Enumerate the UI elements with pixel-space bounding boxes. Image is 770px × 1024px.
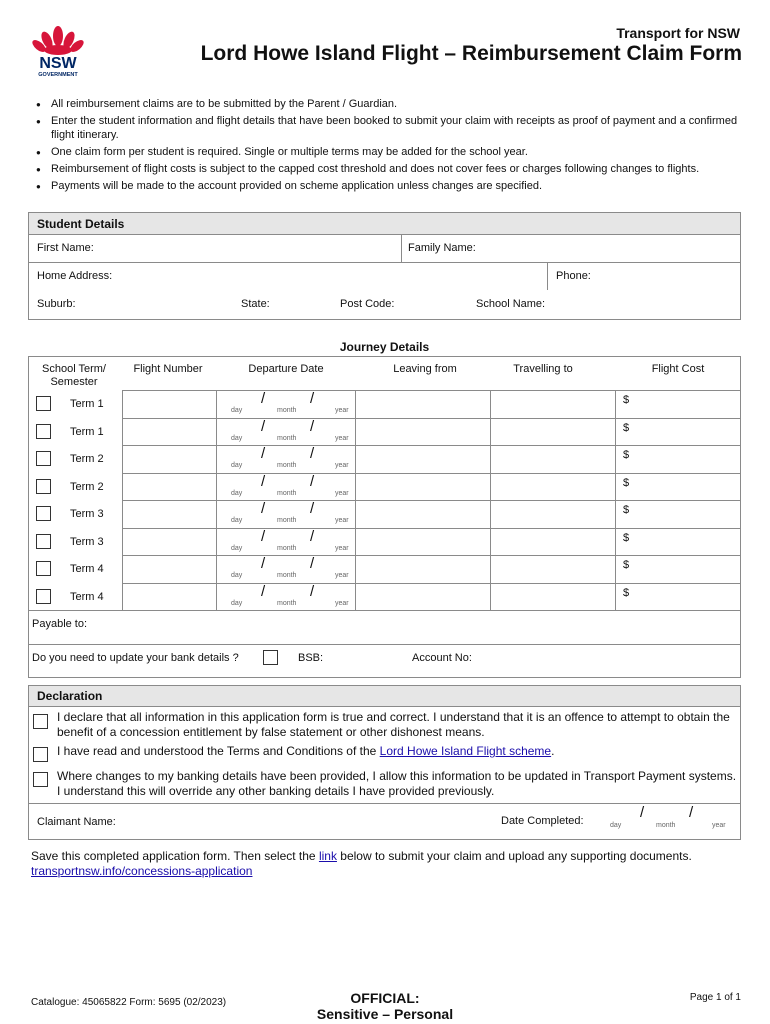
term-label: Term 2 bbox=[70, 480, 104, 493]
leaving-from-input[interactable] bbox=[356, 391, 489, 417]
departure-date-input[interactable]: day / month / year bbox=[231, 527, 349, 552]
security-classification: OFFICIAL: Sensitive – Personal bbox=[316, 990, 454, 1022]
declaration-checkbox-1[interactable] bbox=[33, 714, 48, 729]
submit-link[interactable]: link bbox=[318, 849, 337, 863]
journey-row bbox=[28, 500, 741, 528]
travelling-to-input[interactable] bbox=[491, 391, 614, 417]
instructions-list bbox=[36, 98, 744, 197]
submit-instructions: Save this completed application form. Then select the link below to submit your claim and upload any supporting documents. transportnsw.info/concessions-application bbox=[31, 849, 692, 878]
term-checkbox[interactable] bbox=[36, 506, 51, 521]
travelling-to-input[interactable] bbox=[491, 474, 614, 500]
declaration-item-3: Where changes to my banking details have been provided, I allow this information to be updated in Transport Payment systems. I understand this will override any other banking details I have provided previously. bbox=[57, 769, 737, 798]
family-name-field[interactable]: Family Name: bbox=[408, 242, 476, 254]
travelling-to-input[interactable] bbox=[491, 446, 614, 472]
flight-cost-input[interactable]: $ bbox=[623, 531, 630, 544]
travelling-to-input[interactable] bbox=[491, 501, 614, 527]
date-completed-label: Date Completed: bbox=[501, 815, 584, 827]
agency-name: Transport for NSW bbox=[616, 25, 740, 41]
departure-date-input[interactable]: day / month / year bbox=[231, 555, 349, 579]
concessions-application-link[interactable]: transportnsw.info/concessions-application bbox=[31, 864, 253, 878]
term-label: Term 2 bbox=[70, 453, 104, 465]
col-travelling-to: Travelling to bbox=[513, 363, 573, 375]
term-checkbox[interactable] bbox=[36, 589, 51, 604]
departure-date-input[interactable]: day / month / year bbox=[231, 500, 349, 524]
term-label: Term 1 bbox=[70, 425, 104, 438]
col-flight-cost: Flight Cost bbox=[651, 363, 705, 375]
col-departure-date: Departure Date bbox=[248, 363, 324, 375]
journey-row bbox=[28, 555, 741, 583]
flight-cost-input[interactable]: $ bbox=[623, 394, 630, 406]
page-number: Page 1 of 1 bbox=[689, 992, 741, 1003]
student-details-heading: Student Details bbox=[28, 212, 741, 235]
term-label: Term 4 bbox=[70, 563, 104, 575]
term-label: Term 3 bbox=[70, 508, 104, 520]
phone-field[interactable]: Phone: bbox=[556, 270, 591, 282]
flight-number-input[interactable] bbox=[123, 474, 215, 500]
payable-to-field[interactable]: Payable to: bbox=[32, 618, 88, 630]
leaving-from-input[interactable] bbox=[356, 529, 489, 555]
flight-number-input[interactable] bbox=[123, 419, 215, 445]
term-label: Term 3 bbox=[70, 535, 104, 548]
journey-row bbox=[28, 418, 741, 446]
logo-text: NSW bbox=[39, 55, 77, 72]
term-checkbox[interactable] bbox=[36, 451, 51, 466]
journey-row bbox=[28, 473, 741, 501]
departure-date-input[interactable]: day / month / year bbox=[231, 472, 349, 497]
flight-number-input[interactable] bbox=[123, 446, 215, 472]
logo-subtext: GOVERNMENT bbox=[38, 72, 78, 78]
flight-cost-input[interactable]: $ bbox=[623, 421, 630, 434]
travelling-to-input[interactable] bbox=[491, 556, 614, 582]
journey-details-heading: Journey Details bbox=[339, 340, 430, 354]
claimant-name-field[interactable]: Claimant Name: bbox=[37, 816, 116, 828]
instruction-item: ● Payments will be made to the account provided on scheme application unless changes are specified. bbox=[36, 180, 744, 194]
flight-number-input[interactable] bbox=[123, 529, 215, 555]
flight-number-input[interactable] bbox=[123, 584, 215, 610]
flight-cost-input[interactable]: $ bbox=[623, 449, 630, 461]
journey-row bbox=[28, 445, 741, 473]
col-school-term: School Term/ Semester bbox=[42, 363, 106, 388]
nsw-government-logo bbox=[28, 22, 88, 78]
flight-cost-input[interactable]: $ bbox=[623, 586, 630, 599]
first-name-field[interactable]: First Name: bbox=[37, 242, 94, 254]
term-checkbox[interactable] bbox=[36, 479, 51, 494]
instruction-item: ● All reimbursement claims are to be submitted by the Parent / Guardian. bbox=[36, 98, 744, 112]
flight-cost-input[interactable]: $ bbox=[623, 476, 630, 489]
term-checkbox[interactable] bbox=[36, 396, 51, 411]
scheme-terms-link[interactable]: Lord Howe Island Flight scheme bbox=[379, 744, 552, 758]
departure-date-input[interactable]: day / month / year bbox=[231, 417, 349, 442]
term-checkbox[interactable] bbox=[36, 561, 51, 576]
leaving-from-input[interactable] bbox=[356, 474, 489, 500]
col-flight-number: Flight Number bbox=[133, 363, 203, 375]
flight-cost-input[interactable]: $ bbox=[623, 504, 630, 516]
date-completed-field[interactable]: day / month / year bbox=[610, 804, 726, 829]
leaving-from-input[interactable] bbox=[356, 446, 489, 472]
flight-number-input[interactable] bbox=[123, 556, 215, 582]
flight-number-input[interactable] bbox=[123, 391, 215, 417]
flight-number-input[interactable] bbox=[123, 501, 215, 527]
departure-date-input[interactable]: day / month / year bbox=[231, 582, 349, 607]
school-name-field[interactable]: School Name: bbox=[476, 298, 546, 310]
instruction-item: ● Reimbursement of flight costs is subject to the capped cost threshold and does not cover fees or charges following changes to flights. bbox=[36, 163, 744, 177]
leaving-from-input[interactable] bbox=[356, 501, 489, 527]
instruction-item: ● Enter the student information and flight details that have been booked to submit your claim with receipts as proof of payment and a confirmed flight itinerary. bbox=[36, 115, 744, 142]
declaration-item-2: I have read and understood the Terms and Conditions of the Lord Howe Island Flight scheme. bbox=[57, 744, 555, 758]
leaving-from-input[interactable] bbox=[356, 556, 489, 582]
post-code-field[interactable]: Post Code: bbox=[340, 298, 395, 310]
term-label: Term 1 bbox=[70, 398, 104, 410]
departure-date-input[interactable]: day / month / year bbox=[231, 445, 349, 469]
suburb-field[interactable]: Suburb: bbox=[37, 298, 76, 310]
form-title: Lord Howe Island Flight – Reimbursement Claim Form bbox=[200, 42, 742, 65]
account-no-field[interactable]: Account No: bbox=[412, 652, 472, 664]
term-checkbox[interactable] bbox=[36, 424, 51, 439]
declaration-item-1: I declare that all information in this application form is true and correct. I understand that it is an offence to attempt to obtain the benefit of a concession entitlement by false statement or other dishonest means. bbox=[57, 710, 730, 739]
term-label: Term 4 bbox=[70, 590, 104, 603]
travelling-to-input[interactable] bbox=[491, 419, 614, 445]
journey-row bbox=[28, 528, 741, 556]
state-field[interactable]: State: bbox=[241, 298, 270, 310]
declaration-heading: Declaration bbox=[28, 685, 741, 707]
update-bank-checkbox[interactable] bbox=[263, 650, 278, 665]
flight-cost-input[interactable]: $ bbox=[623, 559, 630, 571]
instruction-item: ● One claim form per student is required. Single or multiple terms may be added for the school year. bbox=[36, 146, 744, 160]
leaving-from-input[interactable] bbox=[356, 419, 489, 445]
travelling-to-input[interactable] bbox=[491, 584, 614, 610]
leaving-from-input[interactable] bbox=[356, 584, 489, 610]
catalogue-number: Catalogue: 45065822 Form: 5695 (02/2023) bbox=[31, 997, 227, 1008]
col-leaving-from: Leaving from bbox=[393, 363, 457, 375]
bsb-field[interactable]: BSB: bbox=[298, 652, 324, 664]
travelling-to-input[interactable] bbox=[491, 529, 614, 555]
journey-row bbox=[28, 583, 741, 611]
declaration-checkbox-3[interactable] bbox=[33, 772, 48, 787]
declaration-checkbox-2[interactable] bbox=[33, 747, 48, 762]
journey-row bbox=[28, 390, 741, 418]
term-checkbox[interactable] bbox=[36, 534, 51, 549]
home-address-field[interactable]: Home Address: bbox=[37, 270, 113, 282]
departure-date-input[interactable]: day / month / year bbox=[231, 390, 349, 414]
update-bank-question: Do you need to update your bank details ? bbox=[32, 652, 239, 664]
